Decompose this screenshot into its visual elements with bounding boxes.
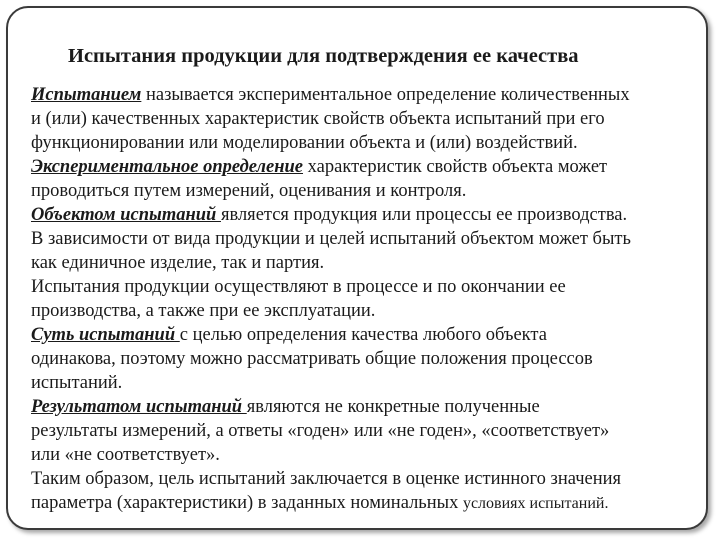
text-line	[31, 155, 711, 179]
slide-frame	[6, 6, 708, 530]
text-fragment: называется экспериментальное определение количественных	[141, 85, 630, 105]
term-test-result: Результатом испытаний	[31, 397, 247, 417]
text-line: Испытания продукции осуществляют в процессе и по окончании ее	[31, 277, 566, 297]
text-line	[31, 395, 711, 419]
term-test-essence: Суть испытаний	[31, 325, 180, 345]
text-line: и (или) качественных характеристик свойств объекта испытаний при его	[31, 109, 605, 129]
text-fragment: характеристик свойств объекта может	[303, 157, 608, 177]
text-line: или «не соответствует».	[31, 445, 220, 465]
text-fragment: с целью определения качества любого объекта	[179, 325, 547, 345]
text-line	[31, 83, 711, 107]
text-fragment: являются не конкретные полученные	[246, 397, 540, 417]
text-line: как единичное изделие, так и партия.	[31, 253, 325, 273]
document-body	[31, 83, 711, 515]
text-line	[31, 491, 711, 515]
text-line: результаты измерений, а ответы «годен» или «не годен», «соответствует»	[31, 421, 610, 441]
term-experimental-definition: Экспериментальное определение	[31, 157, 304, 177]
text-line: одинакова, поэтому можно рассматривать общие положения процессов	[31, 349, 593, 369]
text-line	[31, 323, 711, 347]
page-title: Испытания продукции для подтверждения ее качества	[68, 45, 579, 67]
text-line	[31, 203, 711, 227]
term-test-object: Объектом испытаний	[31, 205, 221, 225]
text-line: производства, а также при ее эксплуатации.	[31, 301, 376, 321]
text-line: проводиться путем измерений, оценивания и контроля.	[31, 181, 467, 201]
text-line: функционировании или моделировании объекта и (или) воздействий.	[31, 133, 578, 153]
text-line: В зависимости от вида продукции и целей испытаний объектом может быть	[31, 229, 631, 249]
text-fragment-small: условиях испытаний.	[462, 495, 609, 512]
text-line: Таким образом, цель испытаний заключается в оценке истинного значения	[31, 469, 622, 489]
text-fragment: параметра (характеристики) в заданных номинальных	[31, 493, 463, 513]
text-line: испытаний.	[31, 373, 123, 393]
term-ispytaniem: Испытанием	[31, 85, 142, 105]
text-fragment: является продукция или процессы ее производства.	[220, 205, 628, 225]
